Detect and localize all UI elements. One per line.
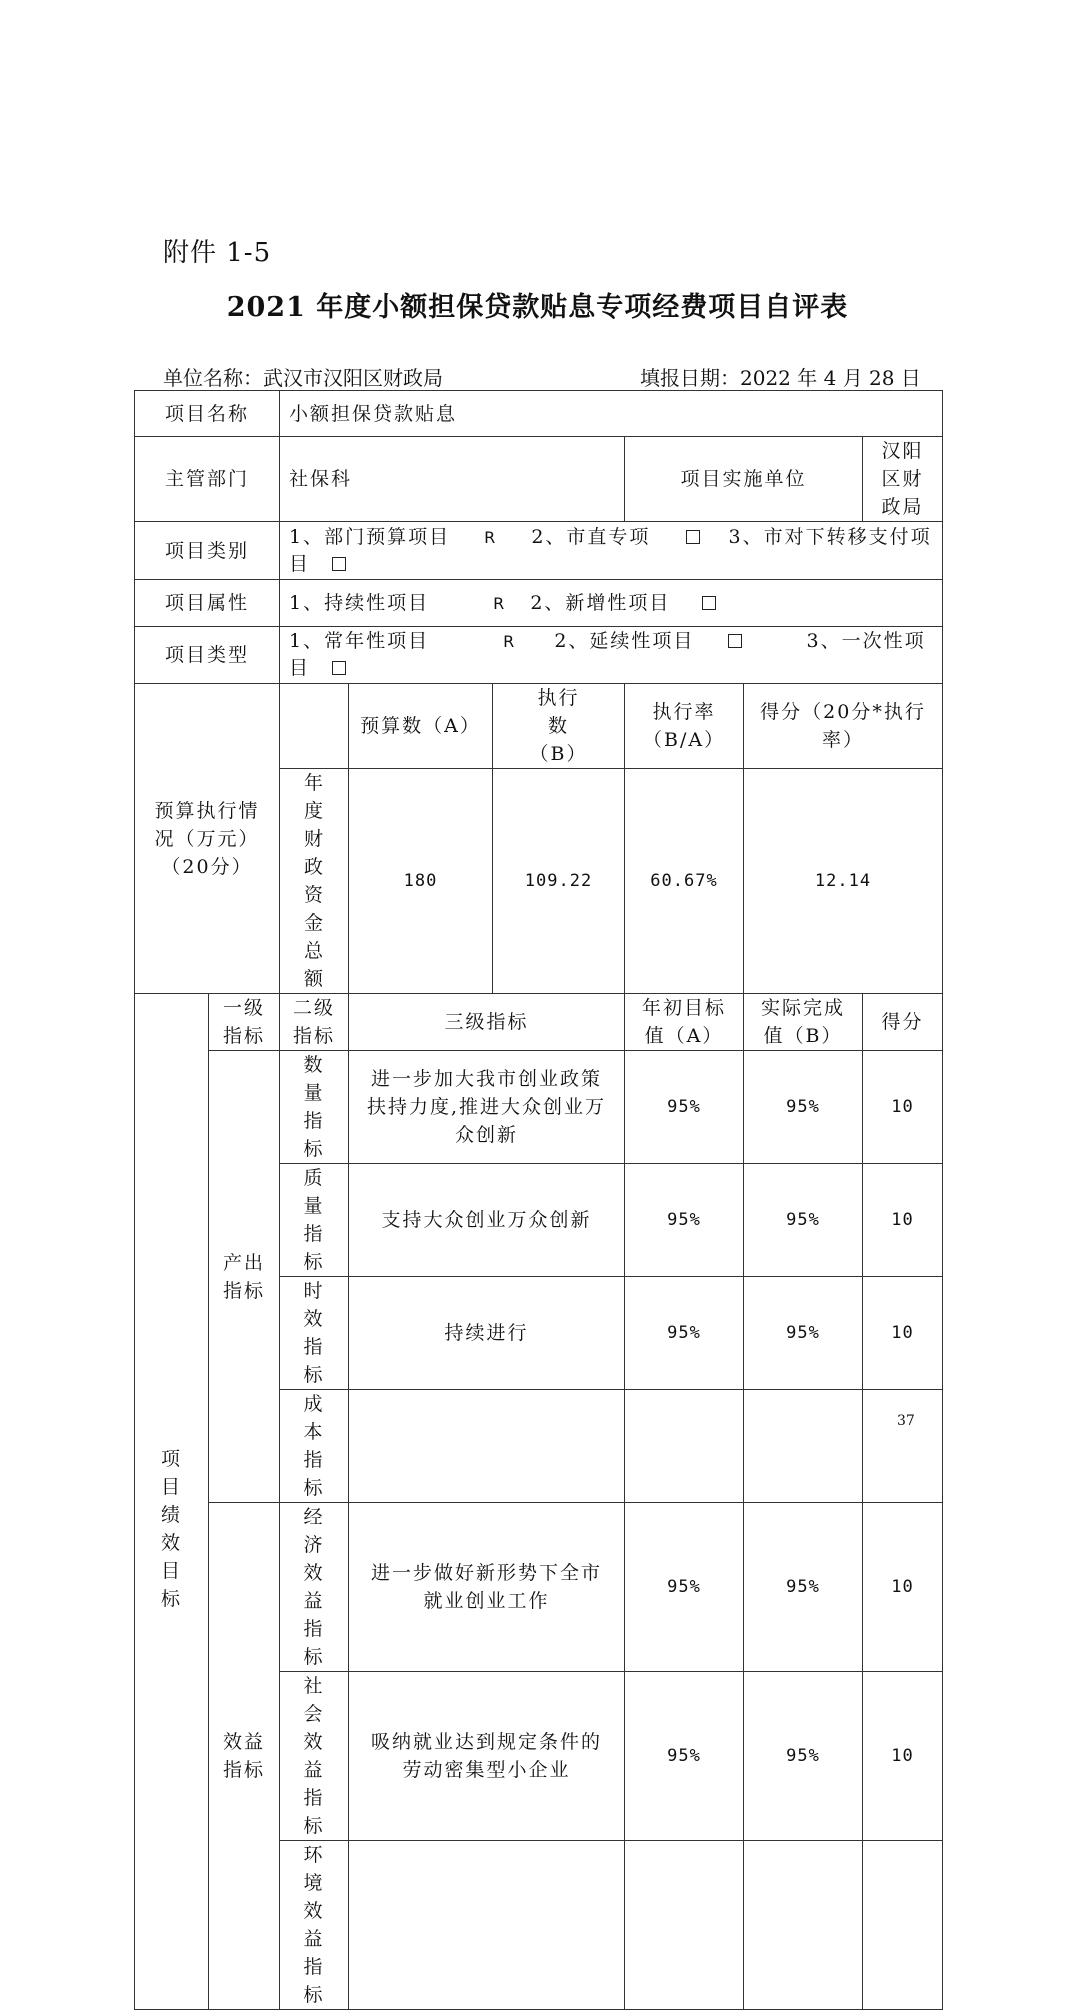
perf-score: 10 [863, 1672, 943, 1841]
implementing-unit-value: 汉阳区财政局 [863, 437, 943, 522]
perf-l2: 环境效益指标 [280, 1841, 349, 2010]
perf-row [135, 1503, 943, 1672]
perf-l3 [349, 1841, 625, 2010]
row-perf-header [135, 994, 943, 1051]
perf-score: 10 [863, 1503, 943, 1672]
perf-h-target: 年初目标值（A） [625, 994, 744, 1051]
checkbox-icon [728, 634, 742, 648]
perf-target: 95% [625, 1277, 744, 1390]
perf-score [863, 1390, 943, 1503]
checkbox-icon [332, 661, 346, 675]
perf-target: 95% [625, 1672, 744, 1841]
attribute-mark-1: R [493, 593, 507, 613]
output-indicator-label: 产出指标 [209, 1051, 280, 1503]
department-label: 主管部门 [135, 437, 280, 522]
unit-name: 单位名称：武汉市汉阳区财政局 [163, 366, 443, 390]
budget-b-value: 109.22 [493, 769, 625, 994]
perf-h-level3: 三级指标 [349, 994, 625, 1051]
category-option-1: 1、部门预算项目 [289, 525, 451, 548]
perf-h-actual: 实际完成值（B） [744, 994, 863, 1051]
budget-score-value: 12.14 [744, 769, 943, 994]
perf-l2: 经济效益指标 [280, 1503, 349, 1672]
perf-h-level2: 二级指标 [280, 994, 349, 1051]
budget-row-label: 年度财政资金总额 [280, 769, 349, 994]
perf-h-score: 得分 [863, 994, 943, 1051]
page-title: 2021 年度小额担保贷款贴息专项经费项目自评表 [226, 292, 849, 323]
attribute-option-1: 1、持续性项目 [289, 591, 430, 614]
perf-l3: 持续进行 [349, 1277, 625, 1390]
perf-target: 95% [625, 1503, 744, 1672]
category-mark-1: R [484, 527, 498, 547]
attribute-label: 项目属性 [135, 580, 280, 627]
attribute-option-2: 2、新增性项目 [530, 591, 671, 614]
budget-col-rate: 执行率（B/A） [625, 684, 744, 769]
checkbox-icon [332, 557, 346, 571]
budget-col-b: 执行数（B） [493, 684, 625, 769]
perf-actual: 95% [744, 1164, 863, 1277]
perf-actual: 95% [744, 1277, 863, 1390]
category-option-3: 3、市对下转移支付项 [728, 525, 932, 548]
self-evaluation-table [134, 390, 943, 2010]
category-option-3-cont: 目 [289, 552, 311, 575]
type-option-3: 3、一次性项 [806, 630, 926, 652]
row-budget-header [135, 684, 943, 769]
perf-l3: 进一步加大我市创业政策扶持力度,推进大众创业万众创新 [349, 1051, 625, 1164]
perf-score: 10 [863, 1277, 943, 1390]
perf-l2: 质量指标 [280, 1164, 349, 1277]
perf-actual: 95% [744, 1672, 863, 1841]
perf-target [625, 1390, 744, 1503]
perf-l3: 吸纳就业达到规定条件的劳动密集型小企业 [349, 1672, 625, 1841]
category-option-2: 2、市直专项 [531, 525, 651, 548]
page-number: 37 [897, 1413, 915, 1429]
perf-label: 项目绩效目标 [135, 994, 209, 2010]
budget-header-empty [280, 684, 349, 769]
perf-score [863, 1841, 943, 2010]
project-name-label: 项目名称 [135, 391, 280, 437]
implementing-unit-label: 项目实施单位 [625, 437, 863, 522]
project-name-value: 小额担保贷款贴息 [280, 391, 943, 437]
perf-actual [744, 1841, 863, 2010]
benefit-indicator-label: 效益指标 [209, 1503, 280, 2010]
perf-target [625, 1841, 744, 2010]
perf-l3 [349, 1390, 625, 1503]
row-project-name [135, 391, 943, 437]
type-option-3-cont: 目 [289, 657, 311, 679]
perf-l2: 社会效益指标 [280, 1672, 349, 1841]
checkbox-icon [686, 530, 700, 544]
budget-col-a: 预算数（A） [349, 684, 493, 769]
perf-actual: 95% [744, 1051, 863, 1164]
perf-l2: 成本指标 [280, 1390, 349, 1503]
perf-l3: 支持大众创业万众创新 [349, 1164, 625, 1277]
perf-row [135, 1051, 943, 1164]
fill-date: 填报日期：2022 年 4 月 28 日 [640, 366, 921, 390]
attribute-options [280, 580, 943, 627]
attachment-label: 附件 1-5 [163, 238, 272, 268]
category-label: 项目类别 [135, 522, 280, 580]
row-project-category [135, 522, 943, 580]
type-label: 项目类型 [135, 627, 280, 684]
perf-l2: 时效指标 [280, 1277, 349, 1390]
type-option-2: 2、延续性项目 [554, 630, 695, 652]
budget-rate-value: 60.67% [625, 769, 744, 994]
perf-target: 95% [625, 1051, 744, 1164]
department-value: 社保科 [280, 437, 625, 522]
perf-actual: 95% [744, 1503, 863, 1672]
perf-score: 10 [863, 1164, 943, 1277]
checkbox-icon [702, 596, 716, 610]
perf-target: 95% [625, 1164, 744, 1277]
type-mark-1: R [503, 632, 517, 651]
row-project-attribute [135, 580, 943, 627]
budget-label: 预算执行情况（万元）（20分） [135, 684, 280, 994]
row-project-type [135, 627, 943, 684]
budget-a-value: 180 [349, 769, 493, 994]
type-option-1: 1、常年性项目 [289, 630, 430, 652]
row-department [135, 437, 943, 522]
type-options [280, 627, 943, 684]
perf-score: 10 [863, 1051, 943, 1164]
perf-l3: 进一步做好新形势下全市就业创业工作 [349, 1503, 625, 1672]
perf-h-level1: 一级指标 [209, 994, 280, 1051]
budget-col-score: 得分（20分*执行率） [744, 684, 943, 769]
perf-l2: 数量指标 [280, 1051, 349, 1164]
perf-actual [744, 1390, 863, 1503]
category-options [280, 522, 943, 580]
